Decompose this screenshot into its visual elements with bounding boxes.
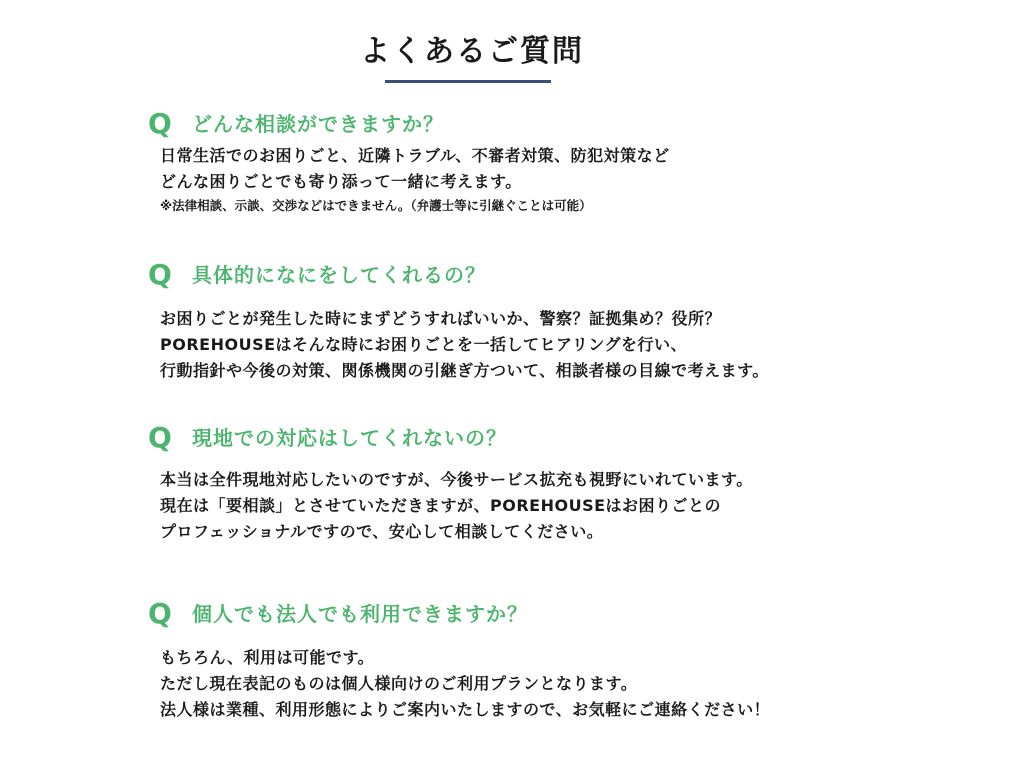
answer <box>160 143 1008 217</box>
title-underline <box>385 80 551 83</box>
question-text: どんな相談ができますか？ <box>192 112 444 136</box>
page-title: よくあるご質問 <box>360 34 584 69</box>
answer-line: 日常生活でのお困りごと、近隣トラブル、不審者対策、防犯対策など <box>160 146 670 165</box>
faq-item <box>148 421 1008 545</box>
q-mark: Q <box>148 421 172 454</box>
answer-line: 行動指針や今後の対策、関係機関の引継ぎ方ついて、相談者様の目線で考えます。 <box>160 361 769 380</box>
answer <box>160 467 1008 545</box>
faq-item <box>148 258 1008 384</box>
answer-line: 現在は「要相談」とさせていただきますが、POREHOUSEはお困りごとの <box>160 496 722 515</box>
question-row <box>148 258 1008 292</box>
faq-item <box>148 107 1008 217</box>
answer-line: ただし現在表記のものは個人様向けのご利用プランとなります。 <box>160 674 638 693</box>
answer-line: 本当は全件現地対応したいのですが、今後サービス拡充も視野にいれています。 <box>160 470 753 489</box>
question-text: 現地での対応はしてくれないの？ <box>192 426 507 450</box>
q-mark: Q <box>148 107 172 140</box>
answer-line: プロフェッショナルですので、安心して相談してください。 <box>160 522 604 541</box>
answer <box>160 306 1008 384</box>
q-mark: Q <box>148 597 172 630</box>
question-text: 具体的になにをしてくれるの？ <box>192 263 486 287</box>
question-text: 個人でも法人でも利用できますか？ <box>192 602 528 626</box>
answer-note: ※法律相談、示談、交渉などはできません。（弁護士等に引継ぐことは可能） <box>160 198 592 213</box>
faq-item <box>148 597 1008 723</box>
answer-line: POREHOUSEはそんな時にお困りごとを一括してヒアリングを行い、 <box>160 335 688 354</box>
question-row <box>148 107 1008 141</box>
answer-line: どんな困りごとでも寄り添って一緒に考えます。 <box>160 172 522 191</box>
q-mark: Q <box>148 258 172 291</box>
answer-line: もちろん、利用は可能です。 <box>160 648 375 667</box>
answer-line: 法人様は業種、利用形態によりご案内いたしますので、お気軽にご連絡ください！ <box>160 700 771 719</box>
question-row <box>148 597 1008 631</box>
answer-line: お困りごとが発生した時にまずどうすればいいか、警察？証拠集め？役所？ <box>160 309 722 328</box>
question-row <box>148 421 1008 455</box>
answer <box>160 645 1008 723</box>
